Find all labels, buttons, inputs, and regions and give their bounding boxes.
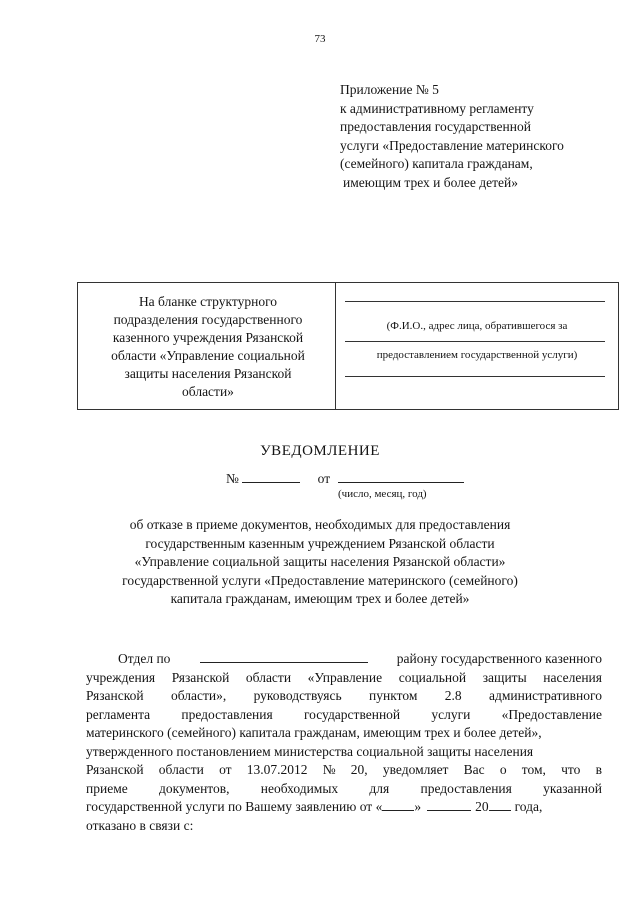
body-line	[86, 743, 602, 762]
body-line	[86, 798, 602, 817]
subject-line: об отказе в приеме документов, необходимых для предоставления	[129, 517, 511, 532]
body-word: учреждения	[86, 669, 156, 685]
body-text: материнского (семейного) капитала гражданам, имеющим трех и более детей»,	[86, 725, 542, 740]
appendix-line: имеющим трех и более детей»	[343, 174, 518, 190]
notice-body	[86, 650, 602, 835]
body-word: области»,	[170, 688, 227, 703]
subject-line: капитала гражданам, имеющим трех и более детей»	[170, 591, 470, 606]
body-line	[86, 817, 602, 836]
body-line	[86, 780, 602, 799]
appendix-line: услуги «Предоставление материнского	[340, 137, 564, 153]
body-word: руководствуясь	[253, 688, 342, 703]
district-blank	[200, 650, 368, 663]
body-word: Рязанской	[86, 762, 144, 777]
body-word: Рязанской	[86, 688, 144, 703]
body-word: уведомляет	[382, 762, 449, 777]
letterhead-line: области»	[182, 384, 234, 399]
body-word: указанной	[543, 780, 602, 796]
body-word: области	[245, 669, 292, 685]
body-word: необходимых	[260, 780, 339, 796]
date-caption: (число, месяц, год)	[338, 488, 427, 500]
addressee-fill-line	[345, 301, 605, 302]
body-word: что	[561, 762, 581, 777]
month-blank	[427, 798, 471, 811]
body-text: »	[414, 799, 422, 814]
body-line	[86, 761, 602, 780]
body-word: регламента	[86, 706, 151, 722]
body-word: «Управление	[307, 669, 383, 685]
subject-line: «Управление социальной защиты населения Рязанской области»	[134, 554, 506, 569]
body-word: для	[369, 780, 390, 796]
body-word: том,	[521, 762, 546, 777]
date-blank	[338, 470, 464, 483]
appendix-line: к административному регламенту	[340, 100, 534, 116]
day-blank	[382, 798, 414, 811]
body-word: услуги	[431, 706, 471, 722]
addressee-fill-line	[345, 341, 605, 342]
notice-title: УВЕДОМЛЕНИЕ	[260, 443, 380, 459]
body-word: населения	[543, 669, 602, 685]
body-text: государственной услуги по Вашему заявлению от «	[86, 799, 383, 814]
body-word: предоставления	[420, 780, 512, 796]
body-line	[86, 650, 602, 669]
appendix-note	[340, 81, 630, 192]
addressee-block	[336, 283, 618, 409]
from-label: от	[317, 471, 331, 486]
body-text: утвержденного постановлением министерства социальной защиты населения	[86, 743, 534, 759]
body-line	[86, 669, 602, 688]
letterhead-line: На бланке структурного	[138, 294, 278, 309]
appendix-line: Приложение № 5	[340, 82, 439, 97]
body-text: Отдел по	[118, 651, 171, 666]
letterhead-line: защиты населения Рязанской	[124, 366, 292, 381]
addressee-fill-line	[345, 376, 605, 377]
subject-line: государственным казенным учреждением Рязанской области	[145, 535, 495, 551]
body-word: «Предоставление	[501, 706, 602, 722]
letterhead-placeholder	[86, 293, 330, 401]
body-word: 13.07.2012	[246, 762, 308, 777]
body-line	[86, 706, 602, 725]
number-blank	[242, 470, 300, 483]
number-label: №	[226, 471, 239, 486]
notice-subject	[0, 516, 640, 609]
body-line	[86, 687, 602, 706]
body-word: в	[595, 762, 602, 777]
body-word: защиты	[482, 669, 527, 685]
body-word: о	[499, 762, 507, 777]
appendix-line: предоставления государственной	[340, 119, 531, 134]
body-text: 20	[475, 799, 489, 814]
addressee-caption: (Ф.И.О., адрес лица, обратившегося за	[386, 320, 568, 332]
body-text: отказано в связи с:	[86, 817, 194, 833]
body-word: 2.8	[444, 688, 462, 703]
body-text: года,	[514, 799, 543, 814]
body-word: предоставления	[181, 706, 273, 722]
year-blank	[489, 798, 511, 811]
header-table	[77, 282, 619, 410]
body-text: району государственного казенного	[396, 651, 602, 666]
page-number: 73	[314, 33, 326, 45]
body-word: социальной	[398, 669, 467, 685]
letterhead-line: казенного учреждения Рязанской	[112, 330, 304, 345]
body-word: от	[219, 762, 232, 777]
body-word: области	[158, 762, 204, 777]
body-word: №	[322, 762, 336, 777]
body-word: государственной	[303, 706, 401, 722]
notice-number-line	[226, 470, 464, 487]
body-line	[86, 724, 602, 743]
body-word: приеме	[86, 780, 128, 796]
body-word: 20,	[350, 762, 368, 777]
body-word: Рязанской	[171, 669, 230, 685]
body-word: административного	[489, 688, 602, 703]
addressee-caption: предоставлением государственной услуги)	[376, 349, 578, 361]
body-word: пунктом	[369, 688, 418, 703]
subject-line: государственной услуги «Предоставление материнского (семейного)	[122, 572, 518, 588]
letterhead-line: подразделения государственного	[113, 312, 303, 327]
body-word: документов,	[158, 780, 230, 796]
letterhead-line: области «Управление социальной	[111, 348, 305, 363]
body-word: Вас	[463, 762, 485, 777]
appendix-line: (семейного) капитала гражданам,	[340, 156, 533, 171]
